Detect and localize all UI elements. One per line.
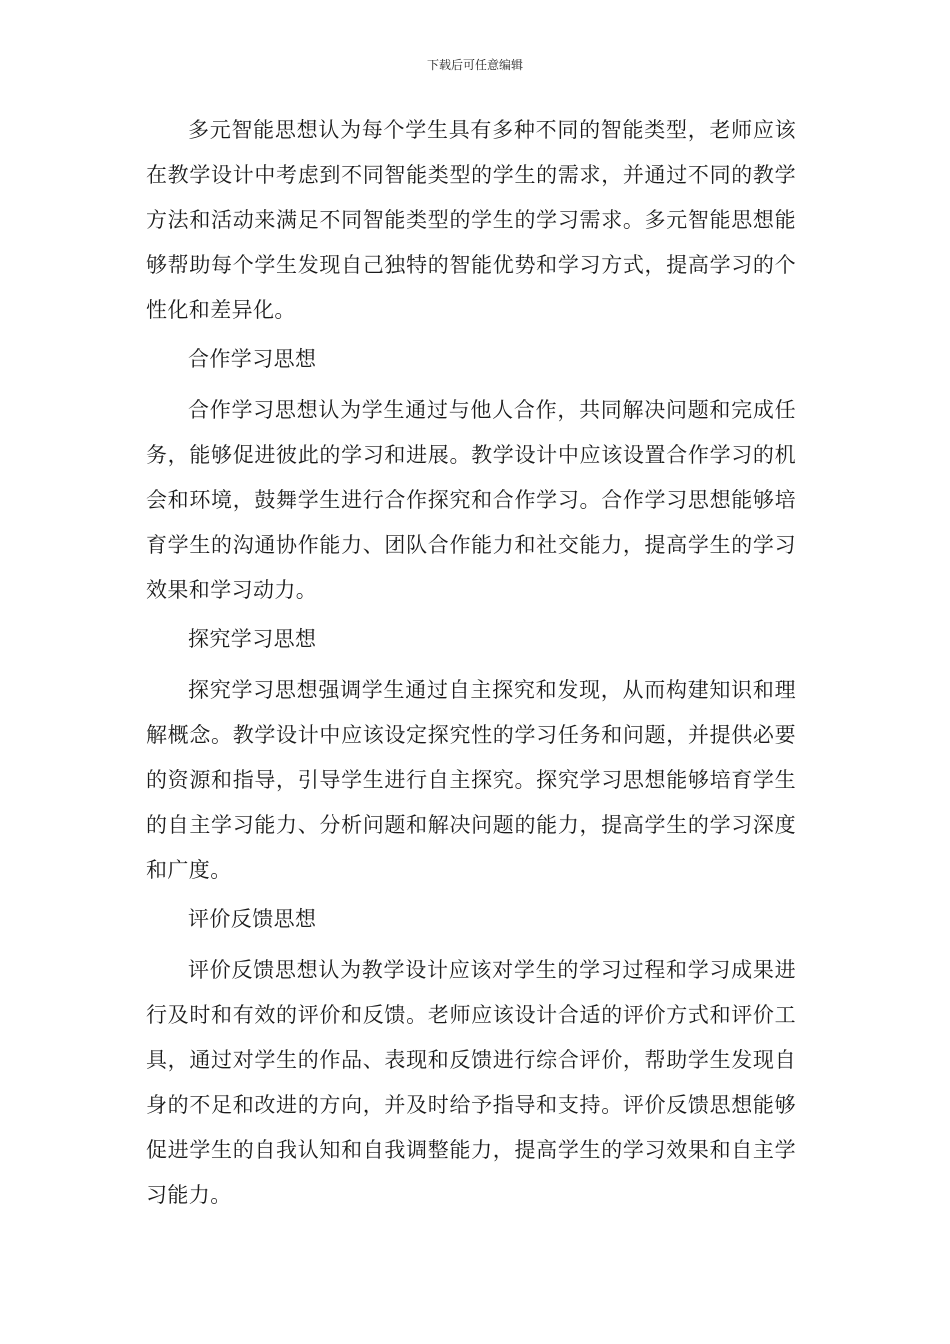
heading-evaluation-feedback: 评价反馈思想 bbox=[188, 907, 317, 931]
paragraph-inquiry-learning: 探究学习思想强调学生通过自主探究和发现，从而构建知识和理解概念。教学设计中应该设定探究性的学习任务和问题，并提供必要的资源和指导，引导学生进行自主探究。探究学习思想能够培育学生的自主学习能力、分析问题和解决问题的能力，提高学生的学习深度和广度。 bbox=[146, 678, 796, 882]
paragraph-cooperative-learning: 合作学习思想认为学生通过与他人合作，共同解决问题和完成任务，能够促进彼此的学习和进展。教学设计中应该设置合作学习的机会和环境，鼓舞学生进行合作探究和合作学习。合作学习思想能够培育学生的沟通协作能力、团队合作能力和社交能力，提高学生的学习效果和学习动力。 bbox=[146, 398, 796, 602]
document-body bbox=[146, 108, 796, 1218]
paragraph-evaluation-feedback: 评价反馈思想认为教学设计应该对学生的学习过程和学习成果进行及时和有效的评价和反馈。老师应该设计合适的评价方式和评价工具，通过对学生的作品、表现和反馈进行综合评价，帮助学生发现自身的不足和改进的方向，并及时给予指导和支持。评价反馈思想能够促进学生的自我认知和自我调整能力，提高学生的学习效果和自主学习能力。 bbox=[146, 958, 796, 1207]
heading-cooperative-learning: 合作学习思想 bbox=[188, 347, 317, 371]
heading-inquiry-learning: 探究学习思想 bbox=[188, 627, 317, 651]
paragraph-multiple-intelligences: 多元智能思想认为每个学生具有多种不同的智能类型，老师应该在教学设计中考虑到不同智能类型的学生的需求，并通过不同的教学方法和活动来满足不同智能类型的学生的学习需求。多元智能思想能够帮助每个学生发现自己独特的智能优势和学习方式，提高学习的个性化和差异化。 bbox=[146, 118, 796, 322]
header-note: 下载后可任意编辑 bbox=[426, 58, 523, 72]
